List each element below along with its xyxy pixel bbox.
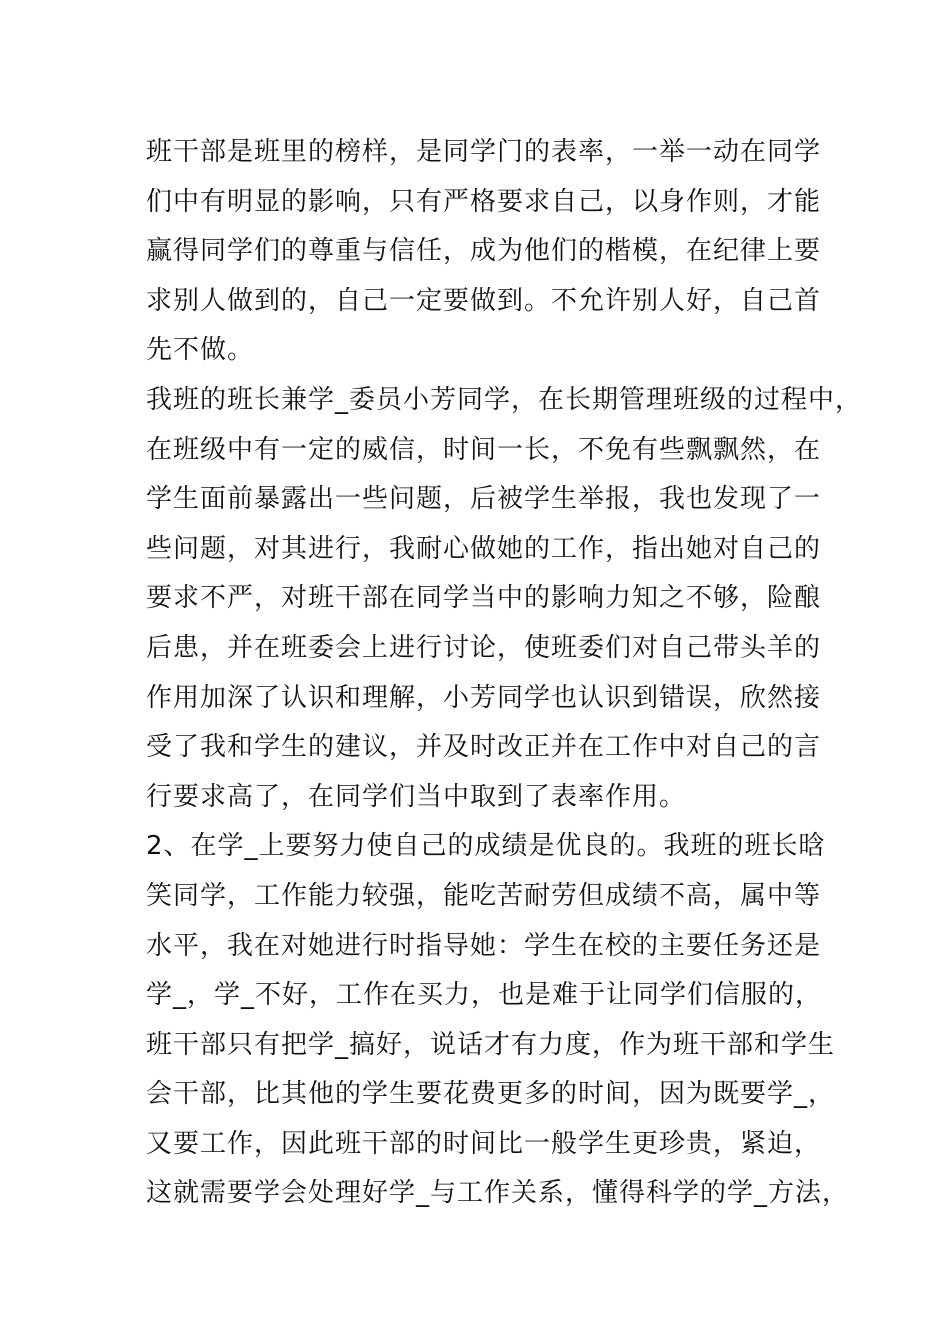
text-line: 行要求高了，在同学们当中取到了表率作用。 xyxy=(146,781,687,812)
text-line: 在班级中有一定的威信，时间一长，不免有些飘飘然，在 xyxy=(146,434,822,465)
text-line: 要求不严，对班干部在同学当中的影响力知之不够，险酿 xyxy=(146,583,822,614)
text-line: 受了我和学生的建议，并及时改正并在工作中对自己的言 xyxy=(146,732,822,763)
text-line: 这就需要学会处理好学_与工作关系，懂得科学的学_方法， xyxy=(146,1178,850,1209)
text-line: 作用加深了认识和理解，小芳同学也认识到错误，欣然接 xyxy=(146,682,822,713)
body-text xyxy=(146,128,863,1219)
text-line: 笑同学，工作能力较强，能吃苦耐劳但成绩不高，属中等 xyxy=(146,880,822,911)
text-line: 水平，我在对她进行时指导她：学生在校的主要任务还是 xyxy=(146,930,822,961)
text-line: 我班的班长兼学_委员小芳同学，在长期管理班级的过程中， xyxy=(146,384,863,415)
text-line: 些问题，对其进行，我耐心做她的工作，指出她对自己的 xyxy=(146,533,822,564)
text-line: 求别人做到的，自己一定要做到。不允许别人好，自己首 xyxy=(146,285,822,316)
text-line: 后患，并在班委会上进行讨论，使班委们对自己带头羊的 xyxy=(146,632,822,663)
text-line: 2、在学_上要努力使自己的成绩是优良的。我班的班长晗 xyxy=(146,831,826,862)
text-line: 赢得同学们的尊重与信任，成为他们的楷模，在纪律上要 xyxy=(146,236,822,267)
text-line: 会干部，比其他的学生要花费更多的时间，因为既要学_， xyxy=(146,1079,836,1110)
text-line: 班干部只有把学_搞好，说话才有力度，作为班干部和学生 xyxy=(146,1029,836,1060)
text-line: 先不做。 xyxy=(146,335,255,366)
text-line: 班干部是班里的榜样，是同学门的表率，一举一动在同学 xyxy=(146,137,822,167)
text-line: 学_，学_不好，工作在买力，也是难于让同学们信服的， xyxy=(146,980,823,1011)
text-line: 学生面前暴露出一些问题，后被学生举报，我也发现了一 xyxy=(146,484,822,515)
text-line: 们中有明显的影响，只有严格要求自己，以身作则，才能 xyxy=(146,186,822,217)
text-line: 又要工作，因此班干部的时间比一般学生更珍贵，紧迫， xyxy=(146,1128,822,1159)
